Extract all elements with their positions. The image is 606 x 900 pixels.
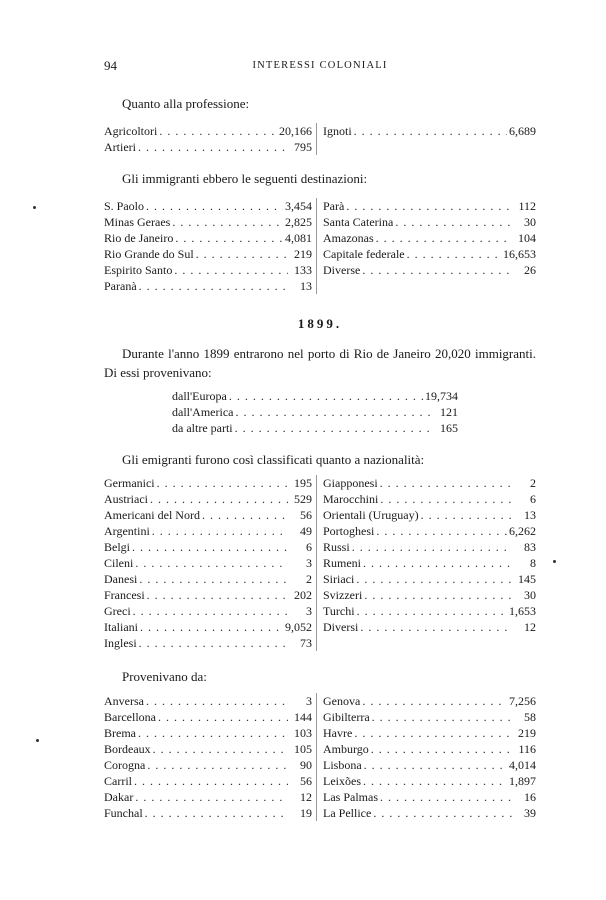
row-value: 103 (294, 726, 312, 740)
nationality-intro: Gli emigranti furono così classificati quanto a nazionalità: (122, 452, 425, 467)
row-value: 6 (530, 492, 536, 506)
table-row (172, 404, 458, 420)
row-label: Leixões (323, 774, 361, 788)
row-label: Danesi (104, 572, 138, 586)
row-label: Belgi (104, 540, 130, 554)
page-number: 94 (104, 58, 117, 73)
dot-leader (235, 420, 434, 436)
year-heading: 1899. (297, 316, 343, 331)
table-row (104, 523, 312, 539)
row-label: Agricoltori (104, 124, 158, 138)
table-row (104, 555, 312, 571)
row-value: 13 (300, 279, 312, 293)
table-row (323, 693, 536, 709)
row-label: Carril (104, 774, 132, 788)
dot-leader (132, 539, 288, 555)
table-row (323, 246, 536, 262)
table-row (104, 741, 312, 757)
row-value: 121 (440, 405, 458, 419)
nationality-right-column (316, 475, 536, 651)
dot-leader (354, 725, 512, 741)
row-value: 219 (518, 726, 536, 740)
row-label: Amburgo (323, 742, 369, 756)
row-value: 26 (524, 263, 536, 277)
dot-leader (376, 230, 512, 246)
row-value: 13 (524, 508, 536, 522)
year-paragraph: Durante l'anno 1899 entrarono nel porto di Rio de Janeiro 20,020 immigranti. Di essi provenivano: (104, 346, 536, 380)
table-row (104, 587, 312, 603)
table-row (104, 262, 312, 278)
table-row (104, 635, 312, 651)
running-title: INTERESSI COLONIALI (252, 60, 388, 71)
dot-leader (372, 709, 512, 725)
row-value: 16 (524, 790, 536, 804)
dot-leader (362, 693, 507, 709)
dot-leader (146, 198, 283, 214)
dot-leader (395, 214, 512, 230)
dot-leader (354, 123, 507, 139)
nationality-left-column (104, 475, 316, 651)
row-value: 3 (306, 556, 312, 570)
table-row (323, 262, 536, 278)
row-label: Italiani (104, 620, 138, 634)
table-row (323, 619, 536, 635)
row-value: 116 (518, 742, 536, 756)
dot-leader (362, 262, 512, 278)
table-row (104, 539, 312, 555)
nationality-table (104, 475, 536, 651)
row-value: 58 (524, 710, 536, 724)
row-value: 8 (530, 556, 536, 570)
row-value: 145 (518, 572, 536, 586)
row-value: 202 (294, 588, 312, 602)
dot-leader (172, 214, 283, 230)
row-value: 56 (300, 774, 312, 788)
dot-leader (150, 491, 288, 507)
row-value: 3 (306, 694, 312, 708)
table-row (323, 757, 536, 773)
table-row (323, 709, 536, 725)
table-row (323, 571, 536, 587)
row-value: 195 (294, 476, 312, 490)
dot-leader (174, 262, 288, 278)
row-label: Brema (104, 726, 136, 740)
dot-leader (175, 230, 283, 246)
table-row (104, 773, 312, 789)
table-row (323, 507, 536, 523)
row-label: Anversa (104, 694, 144, 708)
row-value: 2,825 (285, 215, 312, 229)
row-label: Argentini (104, 524, 150, 538)
row-label: Turchi (323, 604, 355, 618)
row-label: Corogna (104, 758, 146, 772)
row-label: Paranà (104, 279, 137, 293)
row-value: 20,166 (279, 124, 312, 138)
table-row (104, 198, 312, 214)
row-value: 133 (294, 263, 312, 277)
row-value: 73 (300, 636, 312, 650)
dot-leader (196, 246, 288, 262)
table-row (104, 757, 312, 773)
row-label: Espirito Santo (104, 263, 173, 277)
dot-leader (346, 198, 512, 214)
dot-leader (146, 693, 288, 709)
book-page (104, 58, 536, 821)
row-label: Genova (323, 694, 361, 708)
row-label: dall'Europa (172, 389, 227, 403)
dot-leader (139, 635, 288, 651)
row-label: Dakar (104, 790, 134, 804)
dot-leader (134, 773, 288, 789)
row-value: 4,081 (285, 231, 312, 245)
dot-leader (360, 619, 512, 635)
dot-leader (407, 246, 501, 262)
row-label: Francesi (104, 588, 145, 602)
table-row (323, 539, 536, 555)
dot-leader (145, 805, 288, 821)
dot-leader (371, 741, 512, 757)
table-row (323, 475, 536, 491)
origins-table (172, 388, 458, 436)
row-label: Artieri (104, 140, 136, 154)
table-row (323, 523, 536, 539)
row-value: 7,256 (509, 694, 536, 708)
row-value: 12 (300, 790, 312, 804)
destinations-table (104, 198, 536, 294)
destinations-intro: Gli immigranti ebbero le seguenti destinazioni: (122, 171, 368, 186)
row-value: 105 (294, 742, 312, 756)
table-row (104, 123, 312, 139)
table-row (104, 693, 312, 709)
table-row (323, 123, 536, 139)
row-value: 1,897 (509, 774, 536, 788)
dot-leader (135, 555, 288, 571)
profession-table (104, 123, 536, 155)
dot-leader (138, 725, 288, 741)
row-label: Greci (104, 604, 131, 618)
row-label: Santa Caterina (323, 215, 394, 229)
table-row (104, 709, 312, 725)
dot-leader (147, 757, 288, 773)
row-label: Giapponesi (323, 476, 378, 490)
table-row (104, 805, 312, 821)
profession-intro: Quanto alla professione: (122, 96, 250, 111)
row-value: 49 (300, 524, 312, 538)
dot-leader (138, 139, 288, 155)
table-row (104, 214, 312, 230)
table-row (104, 603, 312, 619)
row-label: Marocchini (323, 492, 379, 506)
table-row (323, 725, 536, 741)
row-value: 3 (306, 604, 312, 618)
row-value: 9,052 (285, 620, 312, 634)
ports-right-column (316, 693, 536, 821)
row-value: 19 (300, 806, 312, 820)
row-label: Rio Grande do Sul (104, 247, 194, 261)
row-value: 2 (306, 572, 312, 586)
table-row (104, 619, 312, 635)
row-value: 112 (518, 199, 536, 213)
profession-left-column (104, 123, 316, 155)
ports-table (104, 693, 536, 821)
dot-leader (133, 603, 288, 619)
row-label: Parà (323, 199, 345, 213)
table-row (104, 789, 312, 805)
dot-leader (139, 278, 288, 294)
dot-leader (152, 523, 288, 539)
page-header (104, 58, 536, 76)
profession-right-column (316, 123, 536, 155)
dot-leader (135, 789, 288, 805)
row-label: Barcellona (104, 710, 156, 724)
dot-leader (376, 523, 507, 539)
dot-leader (158, 709, 288, 725)
row-value: 56 (300, 508, 312, 522)
table-row (323, 491, 536, 507)
table-row (323, 773, 536, 789)
table-row (323, 198, 536, 214)
row-label: Cileni (104, 556, 134, 570)
dot-leader (380, 491, 512, 507)
table-row (323, 587, 536, 603)
row-value: 529 (294, 492, 312, 506)
row-value: 4,014 (509, 758, 536, 772)
dot-leader (363, 773, 507, 789)
row-label: Orientali (Uruguay) (323, 508, 419, 522)
dot-leader (357, 603, 507, 619)
table-row (172, 420, 458, 436)
dot-leader (356, 571, 512, 587)
row-value: 6,262 (509, 524, 536, 538)
row-value: 16,653 (503, 247, 536, 261)
row-label: Americani del Nord (104, 508, 200, 522)
row-label: Rio de Janeiro (104, 231, 174, 245)
row-label: Minas Geraes (104, 215, 171, 229)
row-label: S. Paolo (104, 199, 145, 213)
table-row (104, 725, 312, 741)
dot-leader (229, 388, 423, 404)
dot-leader (202, 507, 288, 523)
row-label: Germanici (104, 476, 155, 490)
destinations-left-column (104, 198, 316, 294)
dot-leader (153, 741, 288, 757)
row-label: Inglesi (104, 636, 137, 650)
row-value: 795 (294, 140, 312, 154)
dot-leader (421, 507, 512, 523)
row-value: 83 (524, 540, 536, 554)
table-row (104, 507, 312, 523)
row-label: da altre parti (172, 421, 233, 435)
dot-leader (140, 619, 283, 635)
row-label: Svizzeri (323, 588, 363, 602)
table-row (104, 230, 312, 246)
row-label: Diversi (323, 620, 359, 634)
table-row (172, 388, 458, 404)
table-row (323, 214, 536, 230)
table-row (104, 246, 312, 262)
dot-leader (364, 587, 512, 603)
table-row (104, 475, 312, 491)
row-value: 3,454 (285, 199, 312, 213)
table-row (104, 139, 312, 155)
row-value: 39 (524, 806, 536, 820)
row-value: 104 (518, 231, 536, 245)
row-label: Capitale federale (323, 247, 405, 261)
row-label: Portoghesi (323, 524, 375, 538)
dot-leader (364, 757, 507, 773)
row-value: 2 (530, 476, 536, 490)
row-value: 30 (524, 588, 536, 602)
dot-leader (380, 789, 512, 805)
row-value: 6 (306, 540, 312, 554)
row-value: 1,653 (509, 604, 536, 618)
row-label: Las Palmas (323, 790, 378, 804)
row-label: Diverse (323, 263, 361, 277)
table-row (323, 805, 536, 821)
dot-leader (235, 404, 434, 420)
table-row (104, 278, 312, 294)
dot-leader (139, 571, 288, 587)
row-label: Funchal (104, 806, 143, 820)
row-label: Ignoti (323, 124, 352, 138)
table-row (323, 230, 536, 246)
scan-speck (553, 560, 556, 563)
table-row (323, 741, 536, 757)
row-value: 12 (524, 620, 536, 634)
table-row (104, 571, 312, 587)
row-value: 144 (294, 710, 312, 724)
row-label: Lisbona (323, 758, 362, 772)
row-value: 90 (300, 758, 312, 772)
table-row (104, 491, 312, 507)
table-row (323, 555, 536, 571)
ports-intro: Provenivano da: (122, 669, 207, 684)
row-label: Gibilterra (323, 710, 370, 724)
ports-left-column (104, 693, 316, 821)
row-label: Siriaci (323, 572, 355, 586)
row-label: Havre (323, 726, 353, 740)
dot-leader (380, 475, 512, 491)
row-value: 30 (524, 215, 536, 229)
row-value: 6,689 (509, 124, 536, 138)
table-row (323, 789, 536, 805)
destinations-right-column (316, 198, 536, 294)
row-value: 219 (294, 247, 312, 261)
dot-leader (373, 805, 512, 821)
row-label: dall'America (172, 405, 234, 419)
dot-leader (157, 475, 288, 491)
scan-speck (33, 206, 36, 209)
dot-leader (363, 555, 512, 571)
scan-speck (36, 739, 39, 742)
row-value: 165 (440, 421, 458, 435)
row-label: Amazonas (323, 231, 374, 245)
row-label: Russi (323, 540, 350, 554)
row-label: Rumeni (323, 556, 361, 570)
dot-leader (352, 539, 512, 555)
row-label: La Pellice (323, 806, 372, 820)
row-label: Austriaci (104, 492, 148, 506)
row-label: Bordeaux (104, 742, 151, 756)
dot-leader (159, 123, 277, 139)
row-value: 19,734 (425, 389, 458, 403)
table-row (323, 603, 536, 619)
dot-leader (147, 587, 288, 603)
